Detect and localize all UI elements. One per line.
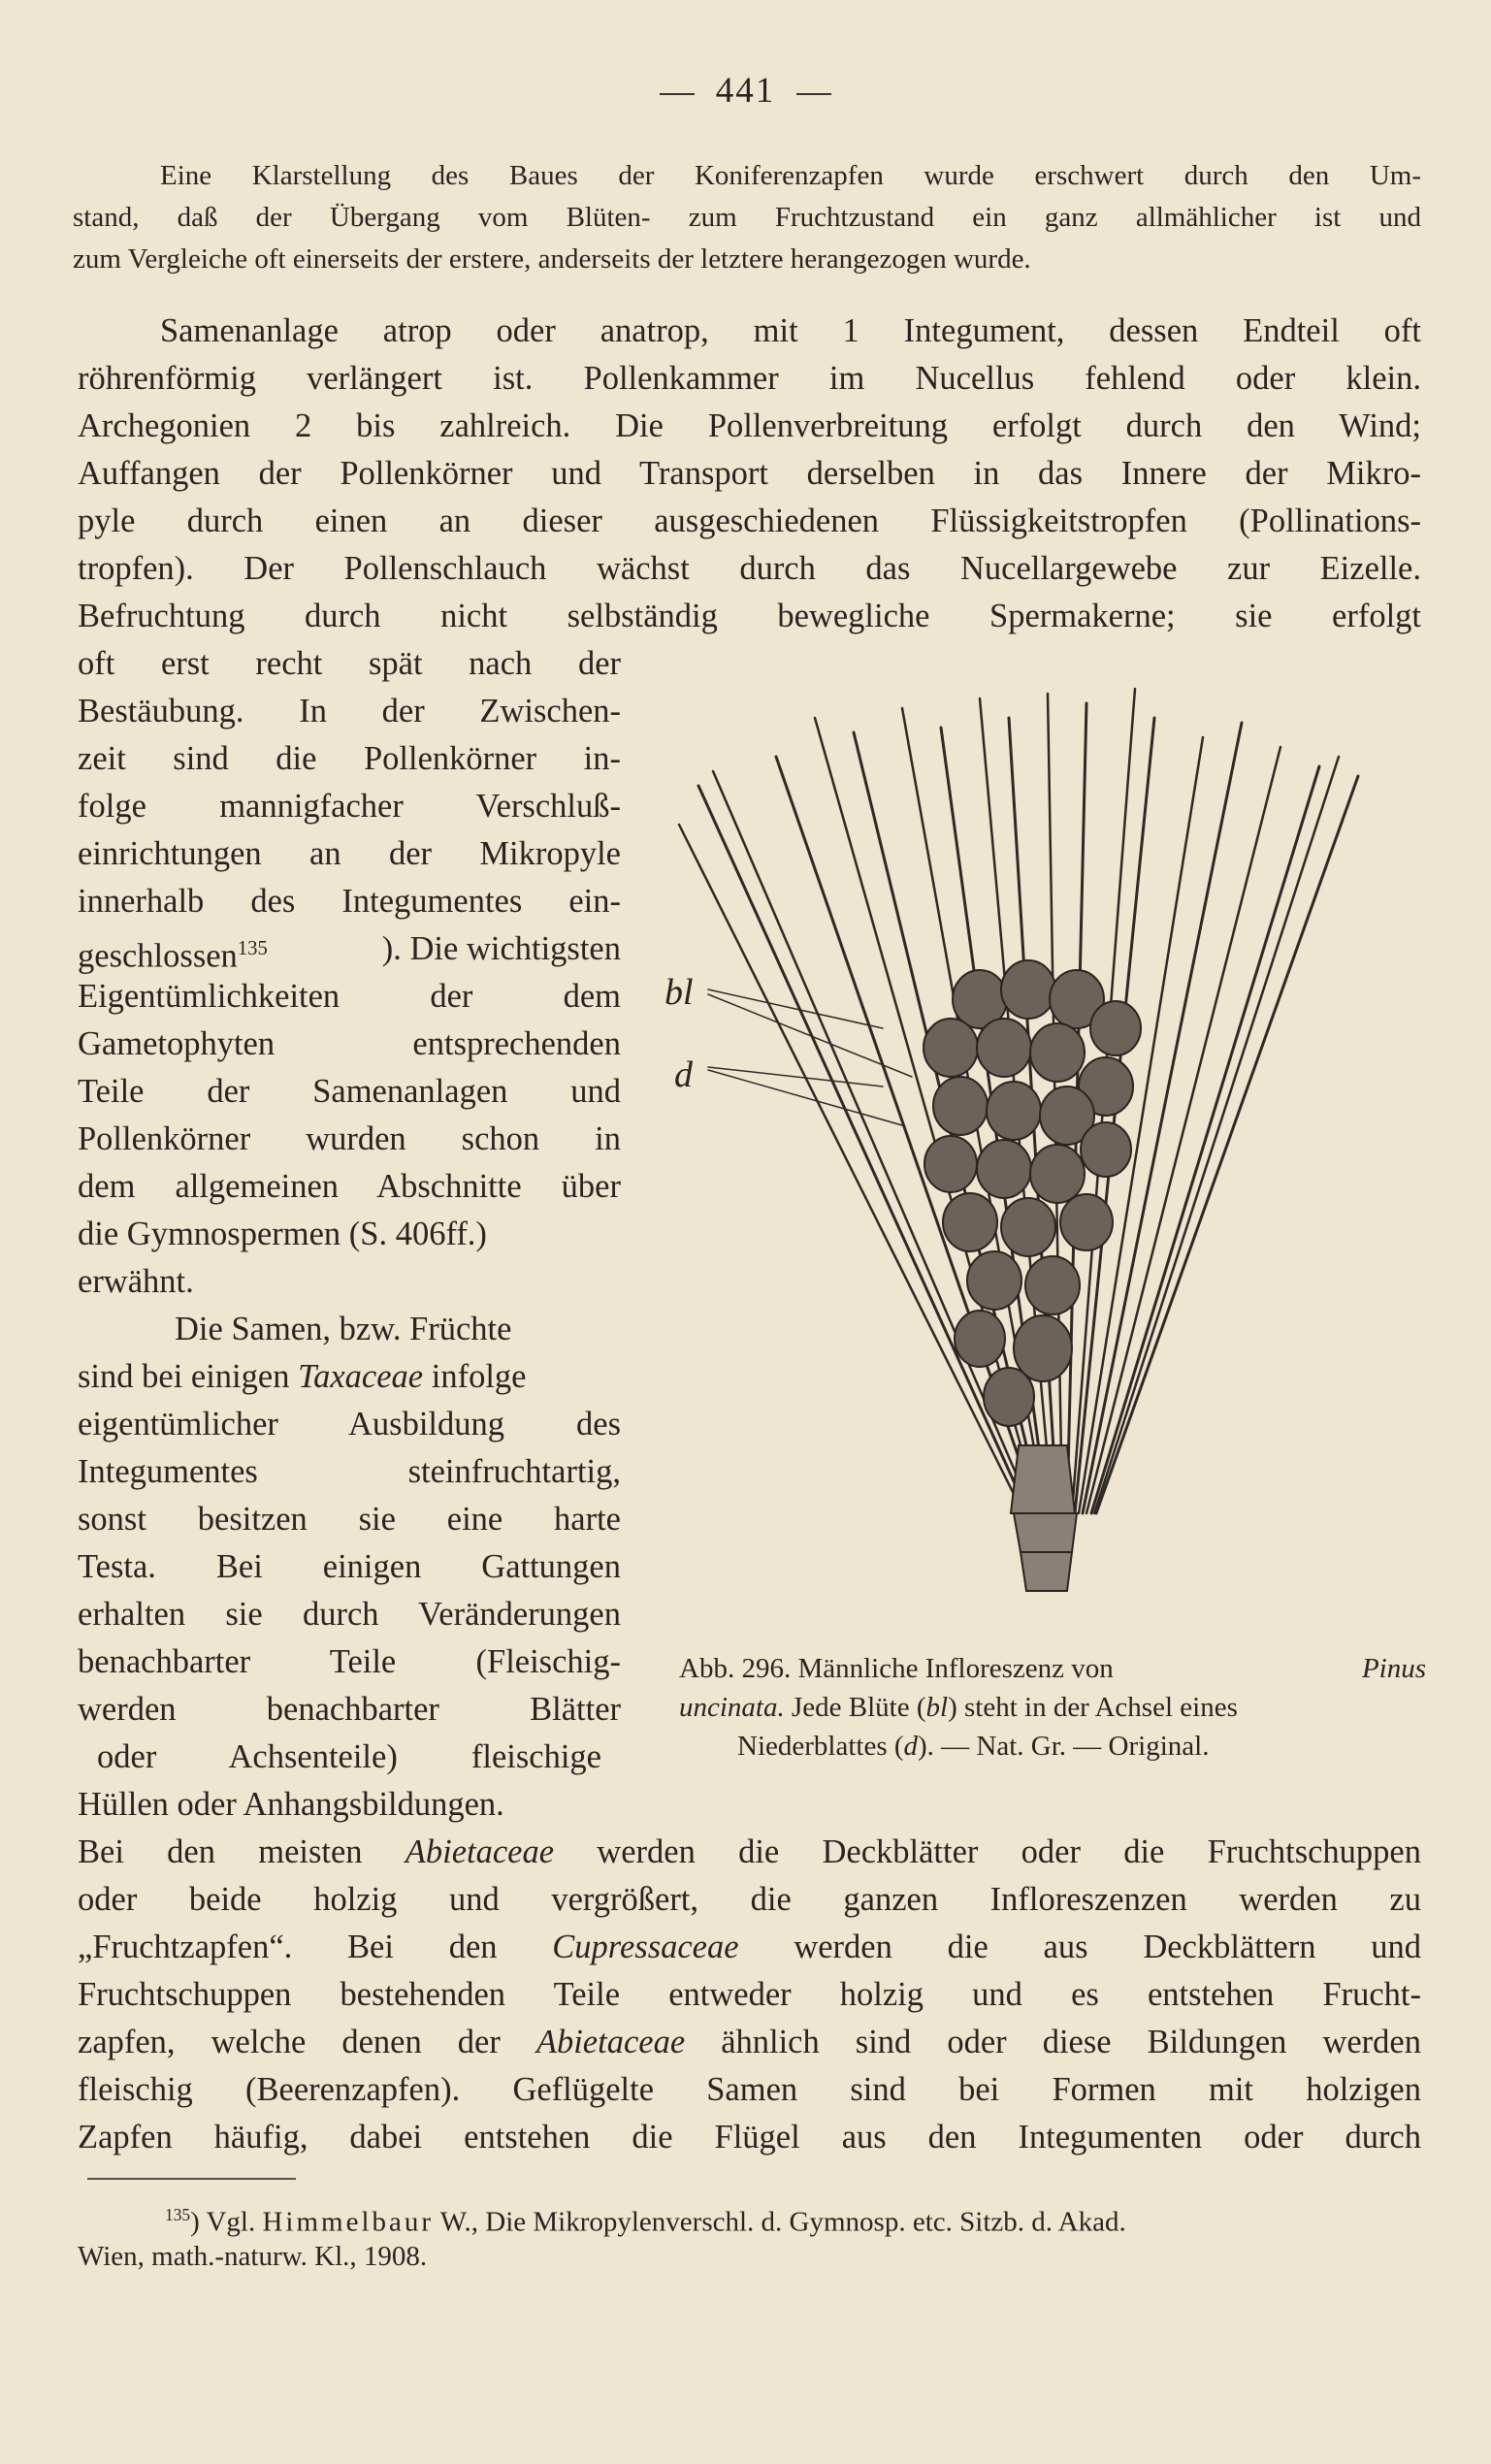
intro-line-3: zum Vergleiche oft einerseits der erstere, anderseits der letztere herangezogen wurde. [73,243,1031,275]
col-line-12: dem allgemeinen Abschnitte über [78,1168,621,1205]
footnote-ref: 135 [237,938,268,959]
inflorescence-illustration [660,679,1397,1639]
main-line-1: Samenanlage atrop oder anatrop, mit 1 Integument, dessen Endteil oft [160,312,1421,349]
caption-bl: bl [925,1692,949,1723]
col-line-16 [78,1353,526,1401]
footnote-rule [87,2178,296,2180]
intro-line-2: stand, daß der Übergang vom Blüten- zum Fruchtzustand ein ganz allmählicher ist und [73,202,1421,233]
dash-right [796,93,831,95]
figure-pinus-inflorescence [660,679,1397,1639]
caption-line-3 [679,1727,1426,1766]
col-line-7-text: geschlossen [78,937,238,975]
col-line-17: eigentümlicher Ausbildung des [78,1406,621,1443]
lower-line-1 [78,1829,1421,1876]
col-line-15: Die Samen, bzw. Früchte [175,1311,512,1347]
col-line-6: innerhalb des Integumentes ein- [78,883,621,920]
figure-label-d: d [674,1054,693,1095]
figure-label-bl: bl [664,972,694,1013]
caption-d: d [903,1731,919,1762]
main-line-3: Archegonien 2 bis zahlreich. Die Pollenverbreitung erfolgt durch den Wind; [78,407,1421,444]
col-line-22: benachbarter Teile (Fleischig- [78,1643,621,1680]
caption-part-c: ) steht in der Achsel eines [948,1692,1238,1723]
col-line-8: Eigentümlichkeiten der dem [78,978,621,1015]
main-line-7: Befruchtung durch nicht selbständig bewegliche Spermakerne; sie erfolgt [78,598,1421,634]
col-line-10: Teile der Samenanlagen und [78,1073,621,1110]
col-line-2: Bestäubung. In der Zwischen- [78,693,621,729]
main-line-4: Auffangen der Pollenkörner und Transport derselben in das Innere der Mikro- [78,455,1421,492]
col-line-24: oder Achsenteile) fleischige [97,1738,601,1775]
lower-5b: ähnlich sind oder diese Bildungen werden [685,2024,1421,2060]
caption-line-1 [679,1649,1426,1688]
col-line-7-b: ). Die wichtigsten [381,930,621,967]
caption-part-d1: Niederblattes ( [737,1731,904,1762]
footnote-line-2: Wien, math.-naturw. Kl., 1908. [78,2241,428,2272]
page-number [0,70,1491,112]
caption-pinus: Pinus [1361,1653,1426,1684]
caption-uncinata: uncinata. [679,1692,785,1723]
lower-line-2: oder beide holzig und vergrößert, die ganzen Infloreszenzen werden zu [78,1881,1421,1918]
lower-3b: werden die aus Deckblättern und [738,1929,1421,1965]
main-line-6: tropfen). Der Pollenschlauch wächst durch das Nucellargewebe zur Eizelle. [78,550,1421,587]
col-line-1: oft erst recht spät nach der [78,645,621,682]
caption-part-e: ). — Nat. Gr. — Original. [918,1731,1210,1762]
caption-part-a: Abb. 296. Männliche Infloreszenz von [679,1653,1114,1684]
footnote-number: 135 [165,2205,191,2224]
lower-5a: zapfen, welche denen der [78,2024,536,2060]
lower-3a: „Fruchtzapfen“. Bei den [78,1929,553,1965]
taxon-abietaceae-2: Abietaceae [535,2024,686,2060]
col-line-25: Hüllen oder Anhangsbildungen. [78,1786,504,1823]
intro-line-1: Eine Klarstellung des Baues der Koniferenzapfen wurde erschwert durch den Um- [160,160,1421,191]
lower-1b: werden die Deckblätter oder die Fruchtschuppen [554,1833,1421,1870]
col-line-18: Integumentes steinfruchtartig, [78,1453,621,1490]
col-line-19: sonst besitzen sie eine harte [78,1501,621,1538]
lower-1a: Bei den meisten [78,1833,405,1870]
main-line-2: röhrenförmig verlängert ist. Pollenkammer im Nucellus fehlend oder klein. [78,360,1421,397]
col-line-9: Gametophyten entsprechenden [78,1025,621,1062]
col-line-5: einrichtungen an der Mikropyle [78,835,621,872]
lower-line-7: Zapfen häufig, dabei entstehen die Flügel aus den Integumenten oder durch [78,2119,1421,2156]
col-line-20: Testa. Bei einigen Gattungen [78,1548,621,1585]
col-line-4: folge mannigfacher Verschluß- [78,788,621,825]
footnote-author: Himmelbaur [262,2206,435,2238]
figure-caption [679,1649,1426,1766]
col-line-3: zeit sind die Pollenkörner in- [78,740,621,777]
col-line-16-a: sind bei einigen [78,1358,290,1395]
col-line-16-b: infolge [431,1358,527,1395]
col-line-13: die Gymnospermen (S. 406ff.) [78,1216,487,1252]
col-line-11: Pollenkörner wurden schon in [78,1120,621,1157]
taxon-cupressaceae: Cupressaceae [552,1929,739,1965]
caption-line-2 [679,1688,1426,1727]
lower-line-6: fleischig (Beerenzapfen). Geflügelte Samen sind bei Formen mit holzigen [78,2071,1421,2108]
taxon-abietaceae: Abietaceae [405,1833,555,1870]
footnote-1a: ) Vgl. [190,2206,263,2238]
taxon-taxaceae: Taxaceae [298,1358,424,1395]
main-line-5: pyle durch einen an dieser ausgeschiedenen Flüssigkeitstropfen (Pollinations- [78,503,1421,539]
dash-left [660,93,695,95]
caption-part-b: Jede Blüte ( [784,1692,926,1723]
footnote-1b: W., Die Mikropylenverschl. d. Gymnosp. etc. Sitzb. d. Akad. [434,2206,1126,2238]
col-line-23: werden benachbarter Blätter [78,1691,621,1728]
lower-line-3 [78,1924,1421,1971]
lower-line-4: Fruchtschuppen bestehenden Teile entweder holzig und es entstehen Frucht- [78,1976,1421,2013]
col-line-21: erhalten sie durch Veränderungen [78,1596,621,1633]
page-number-text: 441 [715,71,776,111]
lower-line-5 [78,2019,1421,2066]
col-line-14: erwähnt. [78,1263,194,1300]
